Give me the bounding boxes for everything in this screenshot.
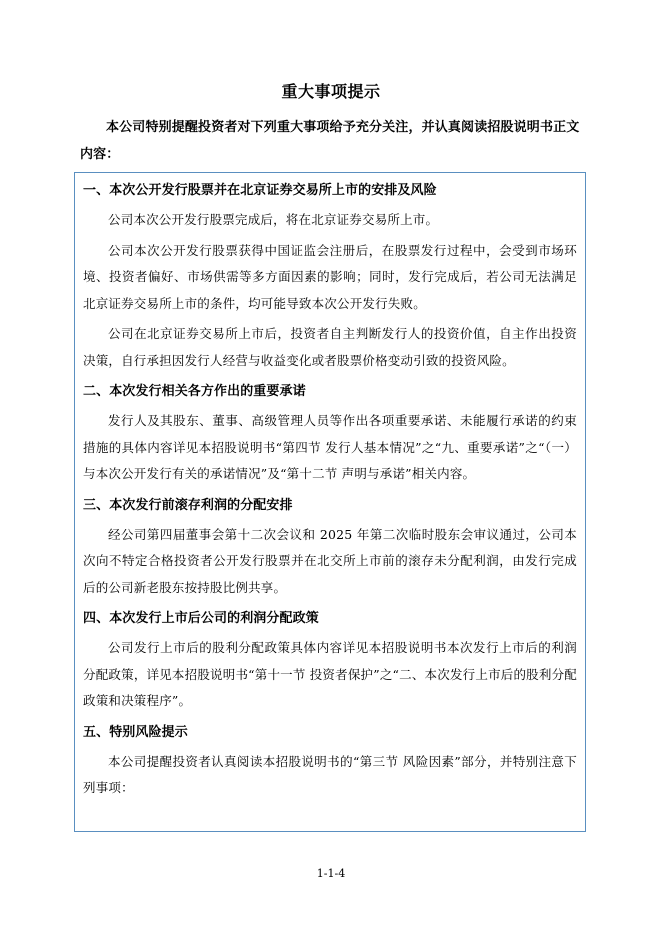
- section-paragraph: 经公司第四届董事会第十二次会议和 2025 年第二次临时股东会审议通过，公司本次向不特定合格投资者公开发行股票并在北交所上市前的滚存未分配利润，由发行完成后的公司新老股东按持股比例共享。: [83, 526, 577, 595]
- section-4: [83, 605, 577, 715]
- section-heading: 四、本次发行上市后公司的利润分配政策: [83, 611, 319, 626]
- section-paragraph: 公司本次公开发行股票获得中国证监会注册后，在股票发行过程中，会受到市场环境、投资者偏好、市场供需等多方面因素的影响；同时，发行完成后，若公司无法满足北京证券交易所上市的条件，均可能导致本次公开发行失败。: [83, 242, 577, 311]
- section-heading: 一、本次公开发行股票并在北京证券交易所上市的安排及风险: [83, 183, 437, 198]
- section-heading: 二、本次发行相关各方作出的重要承诺: [83, 384, 306, 399]
- section-2: [83, 378, 577, 488]
- section-1: [83, 177, 577, 374]
- page-title: 重大事项提示: [281, 82, 381, 101]
- intro-text: 本公司特别提醒投资者对下列重大事项给予充分关注，并认真阅读招股说明书正文内容：: [80, 120, 580, 162]
- section-paragraph: 本公司提醒投资者认真阅读本招股说明书的“第三节 风险因素”部分，并特别注意下列事项：: [83, 753, 577, 795]
- section-heading: 五、特别风险提示: [83, 724, 188, 740]
- section-paragraph: 公司本次公开发行股票完成后，将在北京证券交易所上市。: [108, 212, 439, 227]
- section-paragraph: 发行人及其股东、董事、高级管理人员等作出各项重要承诺、未能履行承诺的约束措施的具体内容详见本招股说明书“第四节 发行人基本情况”之“九、重要承诺”之“（一）与本次公开发行有关的承诺情况”及“第十二节 声明与承诺”相关内容。: [83, 413, 577, 481]
- section-paragraph: 公司发行上市后的股利分配政策具体内容详见本招股说明书本次发行上市后的利润分配政策，详见本招股说明书“第十一节 投资者保护”之“二、本次发行上市后的股利分配政策和决策程序”。: [83, 640, 577, 708]
- section-heading: 三、本次发行前滚存利润的分配安排: [83, 497, 293, 513]
- page-number: 1-1-4: [316, 867, 346, 880]
- section-paragraph: 公司在北京证券交易所上市后，投资者自主判断发行人的投资价值，自主作出投资决策，自行承担因发行人经营与收益变化或者股票价格变动引致的投资风险。: [83, 326, 577, 368]
- section-3: [83, 492, 577, 602]
- section-5: [83, 719, 577, 802]
- notice-box: [74, 172, 586, 832]
